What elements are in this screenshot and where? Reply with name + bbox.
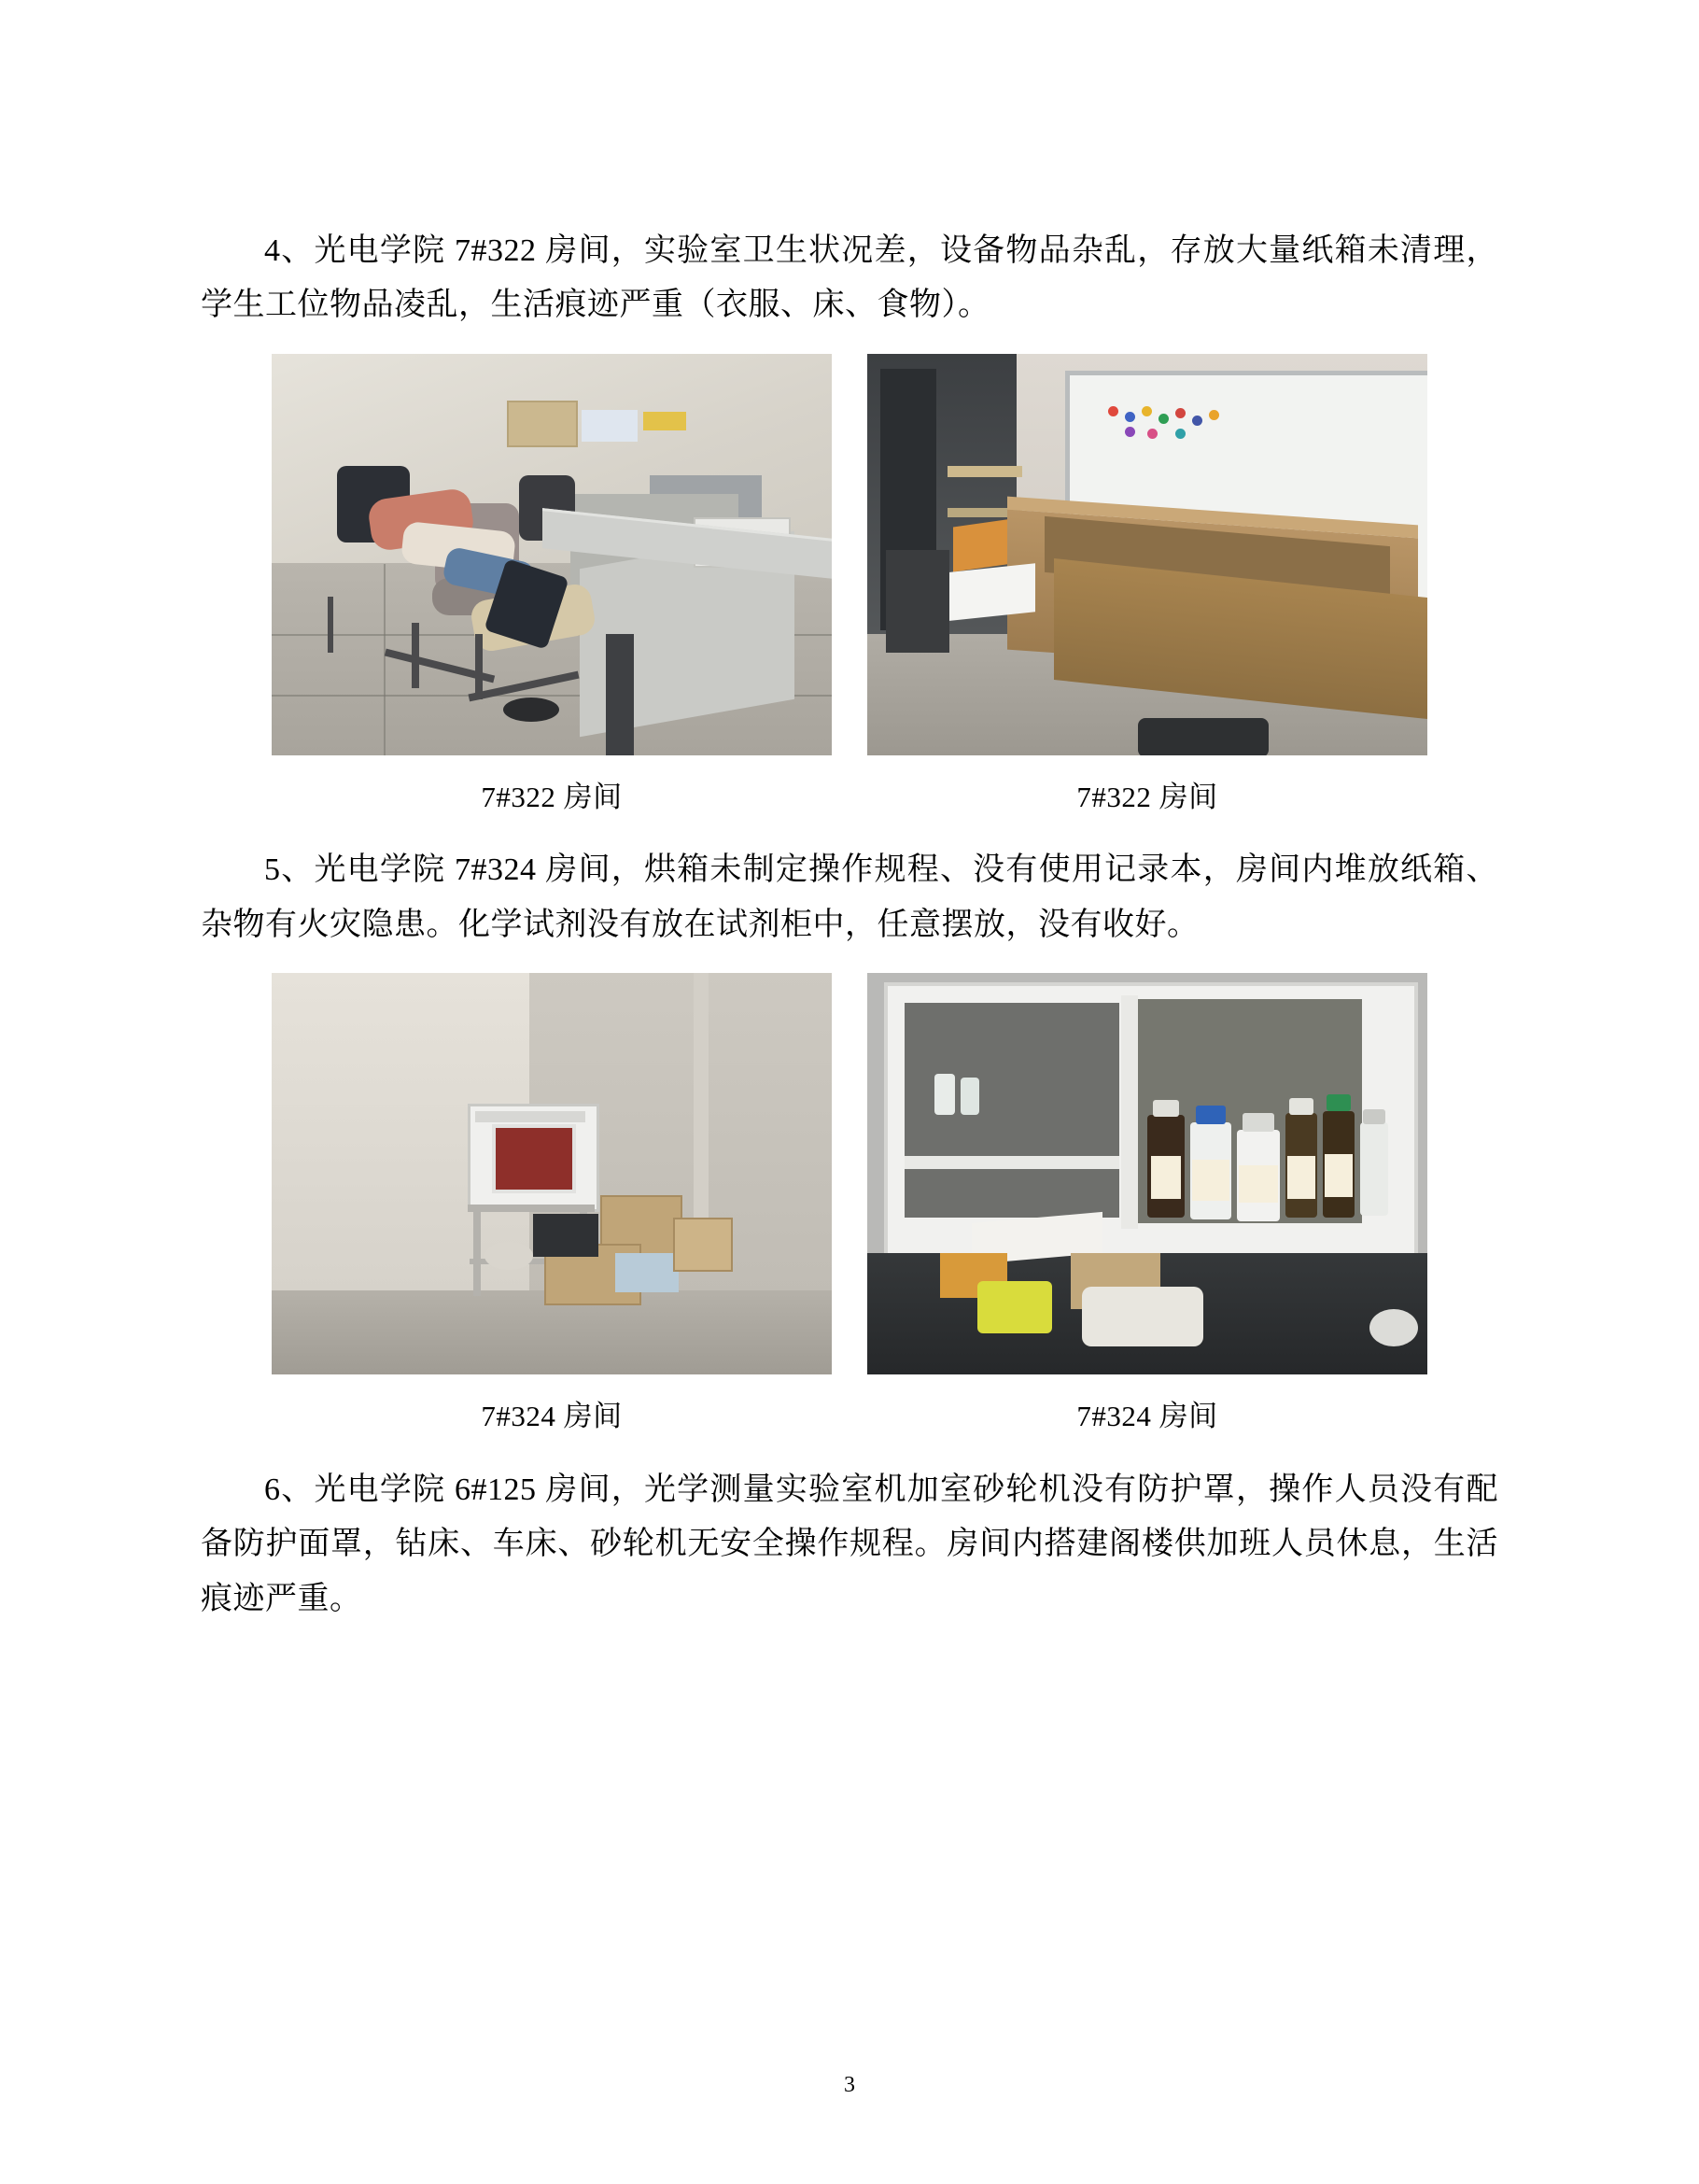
spacer <box>201 1439 1498 1463</box>
photo-bottle-label <box>1151 1156 1181 1199</box>
figure-group-324 <box>201 973 1498 1439</box>
photo-bag <box>606 634 634 755</box>
photo-image-messy-office <box>272 354 832 755</box>
photo-carton <box>673 1218 733 1272</box>
figure-photo-324-left <box>272 973 832 1439</box>
photo-magnet <box>1125 427 1135 437</box>
photo-carton <box>582 410 638 442</box>
photo-bottle-cap <box>1153 1100 1179 1117</box>
paragraph-text: 5、光电学院 7#324 房间，烘箱未制定操作规程、没有使用记录本，房间内堆放纸箱、杂物有火灾隐患。化学试剂没有放在试剂柜中，任意摆放，没有收好。 <box>201 852 1498 942</box>
spacer <box>201 819 1498 843</box>
photo-dark-box <box>533 1214 598 1257</box>
figure-caption: 7#322 房间 <box>481 780 623 813</box>
figure-caption: 7#322 房间 <box>1076 780 1218 813</box>
photo-image-oven-room <box>272 973 832 1374</box>
photo-dark-object <box>1138 718 1269 755</box>
paragraph-item-6 <box>201 1463 1498 1627</box>
photo-carton <box>643 412 686 430</box>
photo-magnet <box>1192 416 1202 426</box>
photo-bottle-cap <box>1363 1109 1385 1124</box>
photo-oven-door <box>492 1124 576 1193</box>
photo-small-vial <box>934 1074 955 1115</box>
photo-chair-leg <box>328 597 333 653</box>
photo-bottle-label <box>1192 1160 1229 1201</box>
paragraph-item-4 <box>201 224 1498 333</box>
photo-small-vial <box>961 1078 979 1115</box>
photo-plastic-bags <box>1082 1287 1203 1346</box>
figure-photo-322-right <box>867 354 1427 820</box>
photo-floor-line <box>384 564 386 755</box>
figure-photo-322-left <box>272 354 832 820</box>
photo-bottle-cap <box>1289 1098 1313 1115</box>
photo-shelf-divider <box>1121 995 1138 1229</box>
photo-chair-leg <box>475 634 483 699</box>
photo-bottle-label <box>1325 1154 1353 1197</box>
photo-bottle-cap <box>1327 1094 1351 1111</box>
photo-shelf <box>948 466 1022 477</box>
photo-magnet <box>1175 429 1186 439</box>
photo-bottle-label <box>1287 1156 1315 1199</box>
photo-floor-object <box>503 697 559 722</box>
figure-group-322 <box>201 354 1498 820</box>
photo-magnet <box>1147 429 1158 439</box>
photo-image-long-carton <box>867 354 1427 755</box>
figure-photo-324-right <box>867 973 1427 1439</box>
photo-dark-object <box>886 550 949 653</box>
photo-magnet <box>1142 406 1152 416</box>
photo-magnet <box>1158 414 1169 424</box>
photo-pipe <box>694 973 709 1253</box>
photo-stand-top <box>468 1205 595 1212</box>
photo-magnet <box>1108 406 1118 416</box>
page-number: 3 <box>844 2073 855 2097</box>
photo-shelf <box>905 1156 1119 1169</box>
photo-image-chemical-shelf <box>867 973 1427 1374</box>
photo-reagent-bottle <box>1360 1122 1388 1216</box>
paragraph-item-5 <box>201 843 1498 952</box>
photo-bottle-cap <box>1196 1106 1226 1124</box>
photo-oven-panel <box>475 1111 585 1122</box>
photo-magnet <box>1209 410 1219 420</box>
photo-magnet <box>1175 408 1186 418</box>
paragraph-text: 4、光电学院 7#322 房间，实验室卫生状况差，设备物品杂乱，存放大量纸箱未清理，学生工位物品凌乱，生活痕迹严重（衣服、床、食物）。 <box>201 233 1498 323</box>
photo-magnet <box>1125 412 1135 422</box>
photo-carton <box>507 401 578 447</box>
photo-stand-leg <box>473 1206 481 1296</box>
figure-caption: 7#324 房间 <box>1076 1400 1218 1433</box>
photo-bottle-cap <box>1243 1113 1274 1132</box>
figure-caption: 7#324 房间 <box>481 1400 623 1433</box>
photo-bottle-label <box>1239 1165 1278 1203</box>
photo-blue-bin <box>615 1253 679 1292</box>
paragraph-text: 6、光电学院 6#125 房间，光学测量实验室机加室砂轮机没有防护罩，操作人员没有配备防护面罩，钻床、车床、砂轮机无安全操作规程。房间内搭建阁楼供加班人员休息，生活痕迹严重。 <box>201 1472 1498 1616</box>
photo-yellow-container <box>977 1281 1052 1333</box>
